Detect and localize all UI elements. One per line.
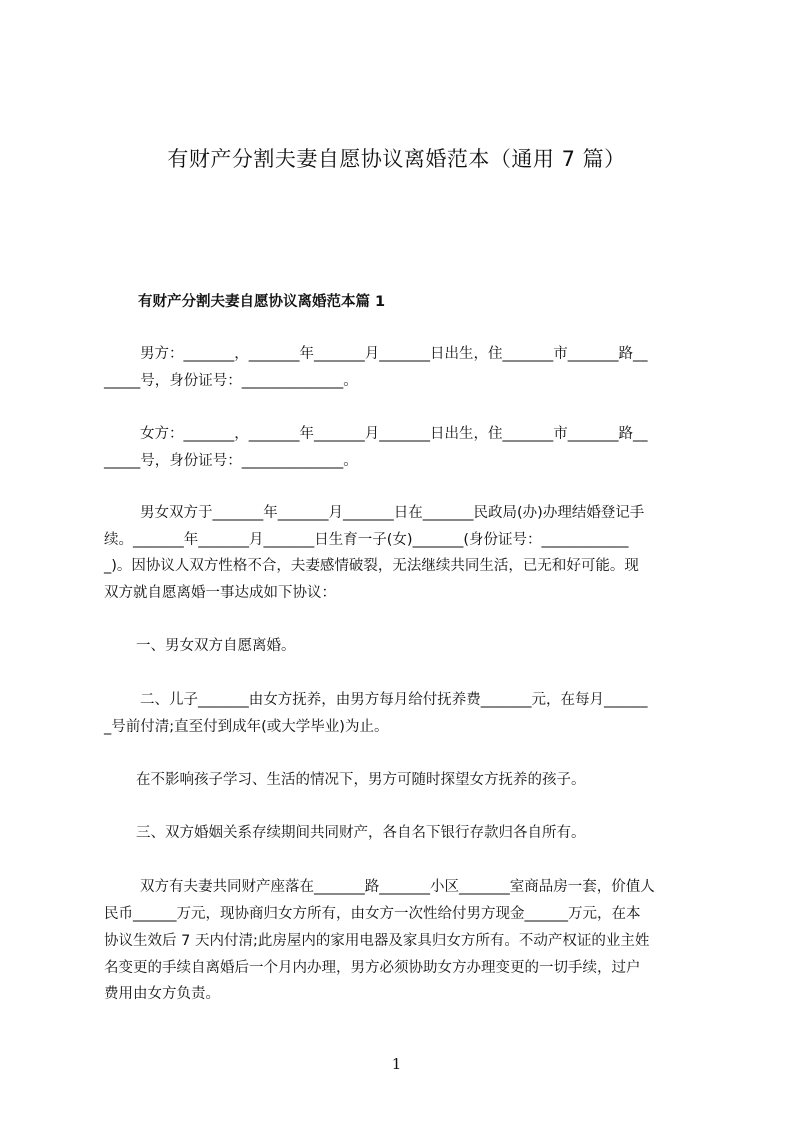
property-line-5: 费用由女方负责。 [104, 986, 220, 1002]
property-line-1: 双方有夫妻共同财产座落在_______路_______小区_______室商品房一套，价值人 [140, 879, 655, 895]
male-info-line-2: _____号，身份证号：______________。 [104, 373, 358, 389]
male-info-line-1: 男方：_______，_______年_______月_______日出生，住_______市_______路__ [140, 346, 648, 362]
marriage-line-1: 男女双方于_______年_______月_______日在_______民政局(办)办理结婚登记手 [140, 505, 645, 521]
marriage-line-2: 续。_______年_______月_______日生育一子(女)_______(身份证号：____________ [104, 532, 629, 548]
property-line-4: 名变更的手续自离婚后一个月内办理，男方必须协助女方办理变更的一切手续，过户 [104, 960, 641, 976]
clause-2-line-2: _号前付清;直至付到成年(或大学毕业)为止。 [104, 719, 389, 735]
clause-3: 三、双方婚姻关系存续期间共同财产，各自名下银行存款归各自所有。 [136, 825, 586, 841]
document-title: 有财产分割夫妻自愿协议离婚范本（通用 7 篇） [167, 147, 626, 171]
female-info-line-1: 女方：_______，_______年_______月_______日出生，住_______市_______路__ [140, 426, 648, 442]
marriage-line-3: _)。因协议人双方性格不合，夫妻感情破裂，无法继续共同生活，已无和好可能。现 [104, 558, 639, 574]
property-line-3: 协议生效后 7 天内付清;此房屋内的家用电器及家具归女方所有。不动产权证的业主姓 [104, 933, 650, 949]
clause-2-line-1: 二、儿子_______由女方抚养，由男方每月给付抚养费_______元，在每月______ [140, 692, 648, 708]
page-number: 1 [391, 1055, 402, 1073]
marriage-line-4: 双方就自愿离婚一事达成如下协议： [104, 585, 336, 601]
visitation-text: 在不影响孩子学习、生活的情况下，男方可随时探望女方抚养的孩子。 [136, 772, 586, 788]
section-title: 有财产分割夫妻自愿协议离婚范本篇 1 [138, 294, 386, 310]
property-line-2: 民币______万元，现协商归女方所有，由女方一次性给付男方现金______万元，在本 [104, 906, 641, 922]
female-info-line-2: _____号，身份证号：______________。 [104, 453, 358, 469]
clause-1: 一、男女双方自愿离婚。 [136, 638, 296, 654]
